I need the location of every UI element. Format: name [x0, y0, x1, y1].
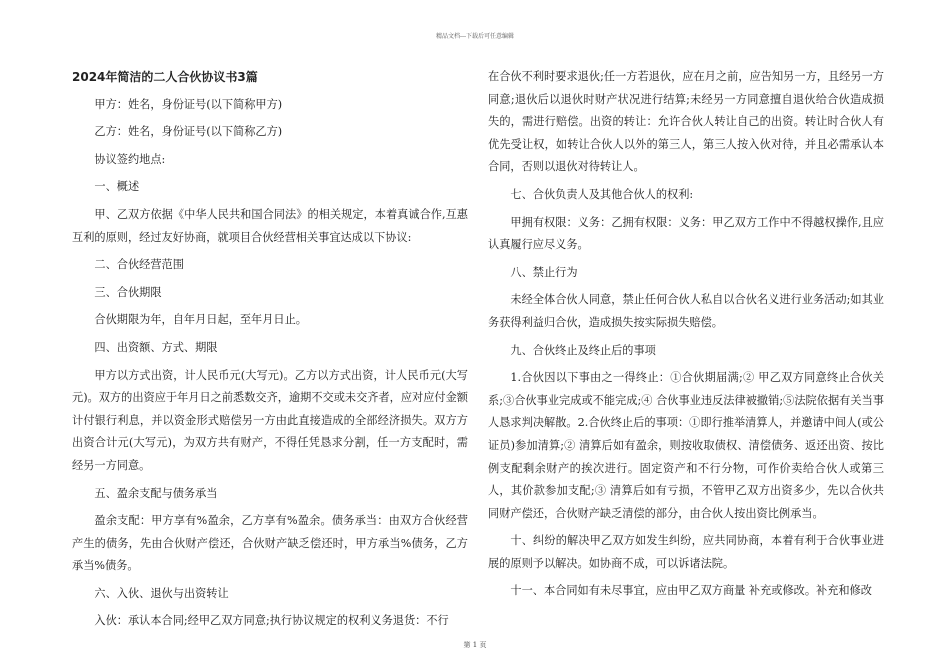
section-heading: 六、入伙、退伙与出资转让 [94, 586, 229, 600]
paragraph: 合伙期限为年，自年月日起，至年月日止。 [94, 313, 307, 327]
paragraph: 盈余支配：甲方享有%盈余，乙方享有%盈余。债务承当：由双方合伙经营产生的债务，先由合伙财产偿还，合伙财产缺乏偿还时，甲方承当%债务，乙方承当%债务。 [72, 514, 468, 573]
page-header-watermark: 精品文档---下载后可任意编辑 [435, 33, 515, 40]
paragraph-continuation: 在合伙不利时要求退伙;任一方若退伙，应在月之前，应告知另一方，且经另一方同意;退伙后以退伙时财产状况进行结算;未经另一方同意擅自退伙给合伙造成损失的，需进行赔偿。出资的转让：允许合伙人转让自己的出资。转让时合伙人有优先受让权，如转让合伙人以外的第三人，第三人按入伙对待，并且必需承认本合同，否则以退伙对待转让人。 [488, 70, 884, 174]
paragraph: 甲方：姓名，身份证号(以下简称甲方) [94, 97, 283, 111]
paragraph: 甲方以方式出资，计人民币元(大写元)。乙方以方式出资，计人民币元(大写元)。双方的出资应于年月日之前悉数交齐，逾期不交或未交齐者，应对应付金额计付银行利息，并以资金形式赔偿另一方由此直接造成的全部经济损失。双方方出资合计元(大写元)，为双方共有财产，不得任凭恳求分割，任一方支配时，需经另一方同意。 [72, 368, 468, 472]
paragraph: 甲拥有权限：义务：乙拥有权限：义务：甲乙双方工作中不得越权操作,且应认真履行应尽义务。 [488, 215, 884, 252]
paragraph: 甲、乙双方依据《中华人民共和国合同法》的相关规定，本着真诚合作,互惠互利的原则，经过友好协商，就项目合伙经营相关事宜达成以下协议: [72, 207, 468, 244]
paragraph: 未经全体合伙人同意，禁止任何合伙人私自以合伙名义进行业务活动;如其业务获得利益归合伙，造成损失按实际损失赔偿。 [488, 293, 884, 329]
section-heading: 七、合伙负责人及其他合伙人的权利: [510, 187, 694, 201]
paragraph: 入伙：承认本合同;经甲乙双方同意;执行协议规定的权利义务退货：不行 [94, 614, 449, 628]
section-heading: 五、盈余支配与债务承当 [94, 486, 218, 500]
paragraph: 1.合伙因以下事由之一得终止：①合伙期届满;② 甲乙双方同意终止合伙关系;③合伙事业完成或不能完成;④ 合伙事业违反法律被撤销;⑤法院依据有关当事人恳求判决解散。2.合伙终止后的事项：①即行推举清算人，并邀请中间人(或公证员)参加清算;② 清算后如有盈余，则按收取债权、清偿债务、返还出资、按比例支配剩余财产的挨次进行。固定资产和不行分物，可作价卖给合伙人或第三人，其价款参加支配;③ 清算后如有亏损，不管甲乙双方出资多少，先以合伙共同财产偿还，合伙财产缺乏清偿的部分，由合伙人按出资比例承当。 [488, 371, 884, 520]
paragraph: 协议签约地点: [94, 152, 166, 166]
paragraph: 十、纠纷的解决甲乙双方如发生纠纷，应共同协商，本着有利于合伙事业进展的原则予以解决。如协商不成，可以诉诸法院。 [488, 534, 884, 570]
section-heading: 九、合伙终止及终止后的事项 [510, 343, 656, 357]
section-heading: 四、出资额、方式、期限 [94, 340, 218, 354]
document-title: 2024年简洁的二人合伙协议书3篇 [72, 70, 258, 84]
paragraph: 乙方：姓名，身份证号(以下简称乙方) [94, 125, 283, 139]
paragraph: 十一、本合同如有未尽事宜，应由甲乙双方商量 补充或修改。补充和修改 [510, 584, 872, 598]
section-heading: 八、禁止行为 [510, 265, 578, 279]
right-column [488, 66, 884, 608]
section-heading: 一、概述 [94, 180, 140, 194]
left-column [72, 66, 468, 638]
page-number: 第 1 页 [463, 641, 487, 649]
section-heading: 二、合伙经营范围 [94, 258, 184, 272]
section-heading: 三、合伙期限 [94, 285, 162, 299]
